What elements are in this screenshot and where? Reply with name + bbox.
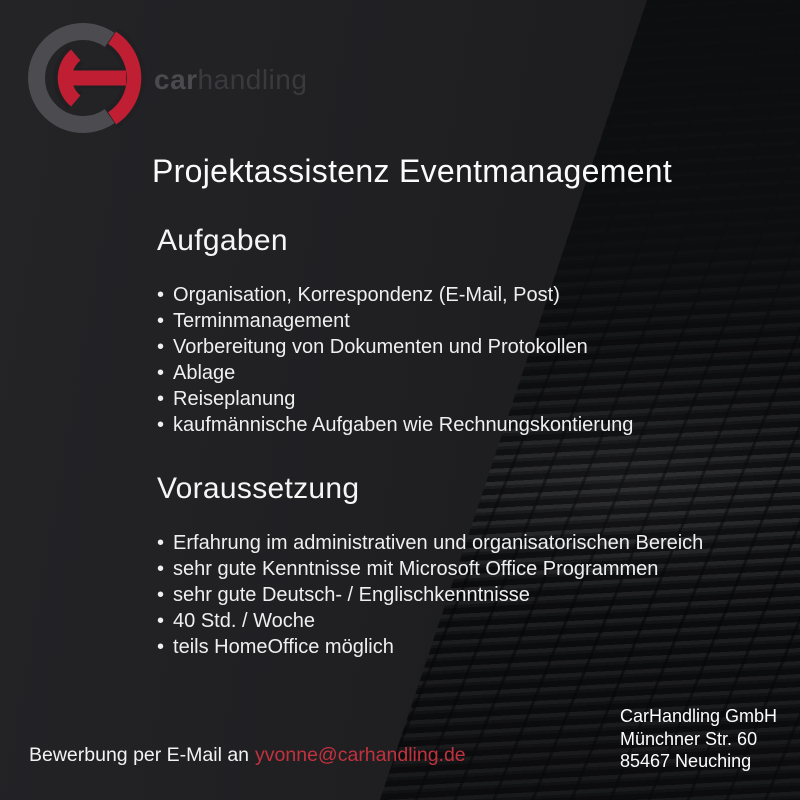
application-prefix: Bewerbung per E-Mail an [29, 744, 250, 766]
wordmark-car: car [154, 64, 198, 95]
list-item: • kaufmännische Aufgaben wie Rechnungskontierung [157, 412, 633, 438]
voraussetzung-list [157, 530, 703, 660]
list-item: • Vorbereitung von Dokumenten und Protokollen [157, 334, 633, 360]
company-street: Münchner Str. 60 [620, 728, 758, 749]
aufgaben-heading: Aufgaben [157, 224, 288, 257]
list-item: • 40 Std. / Woche [157, 608, 703, 634]
list-item: • sehr gute Kenntnisse mit Microsoft Office Programmen [157, 556, 703, 582]
list-item: • sehr gute Deutsch- / Englischkenntnisse [157, 582, 703, 608]
application-line [29, 744, 466, 767]
list-item: • teils HomeOffice möglich [157, 634, 703, 660]
wordmark-handling: handling [197, 64, 308, 95]
company-address [620, 705, 777, 773]
list-item: • Erfahrung im administrativen und organisatorischen Bereich [157, 530, 703, 556]
logo-h-mark [65, 38, 134, 119]
list-item: • Organisation, Korrespondenz (E-Mail, Post) [157, 282, 633, 308]
carhandling-logo-icon [0, 0, 175, 155]
job-title: Projektassistenz Eventmanagement [152, 153, 673, 189]
list-item: • Ablage [157, 360, 633, 386]
company-name: CarHandling GmbH [620, 706, 778, 726]
company-city: 85467 Neuching [620, 751, 752, 771]
application-email-link[interactable]: yvonne@carhandling.de [255, 744, 466, 766]
list-item: • Reiseplanung [157, 386, 633, 412]
voraussetzung-heading: Voraussetzung [157, 472, 360, 505]
list-item: • Terminmanagement [157, 308, 633, 334]
section-aufgaben [157, 224, 633, 438]
brand-wordmark [154, 64, 307, 96]
aufgaben-list [157, 282, 633, 438]
section-voraussetzung [157, 472, 703, 660]
